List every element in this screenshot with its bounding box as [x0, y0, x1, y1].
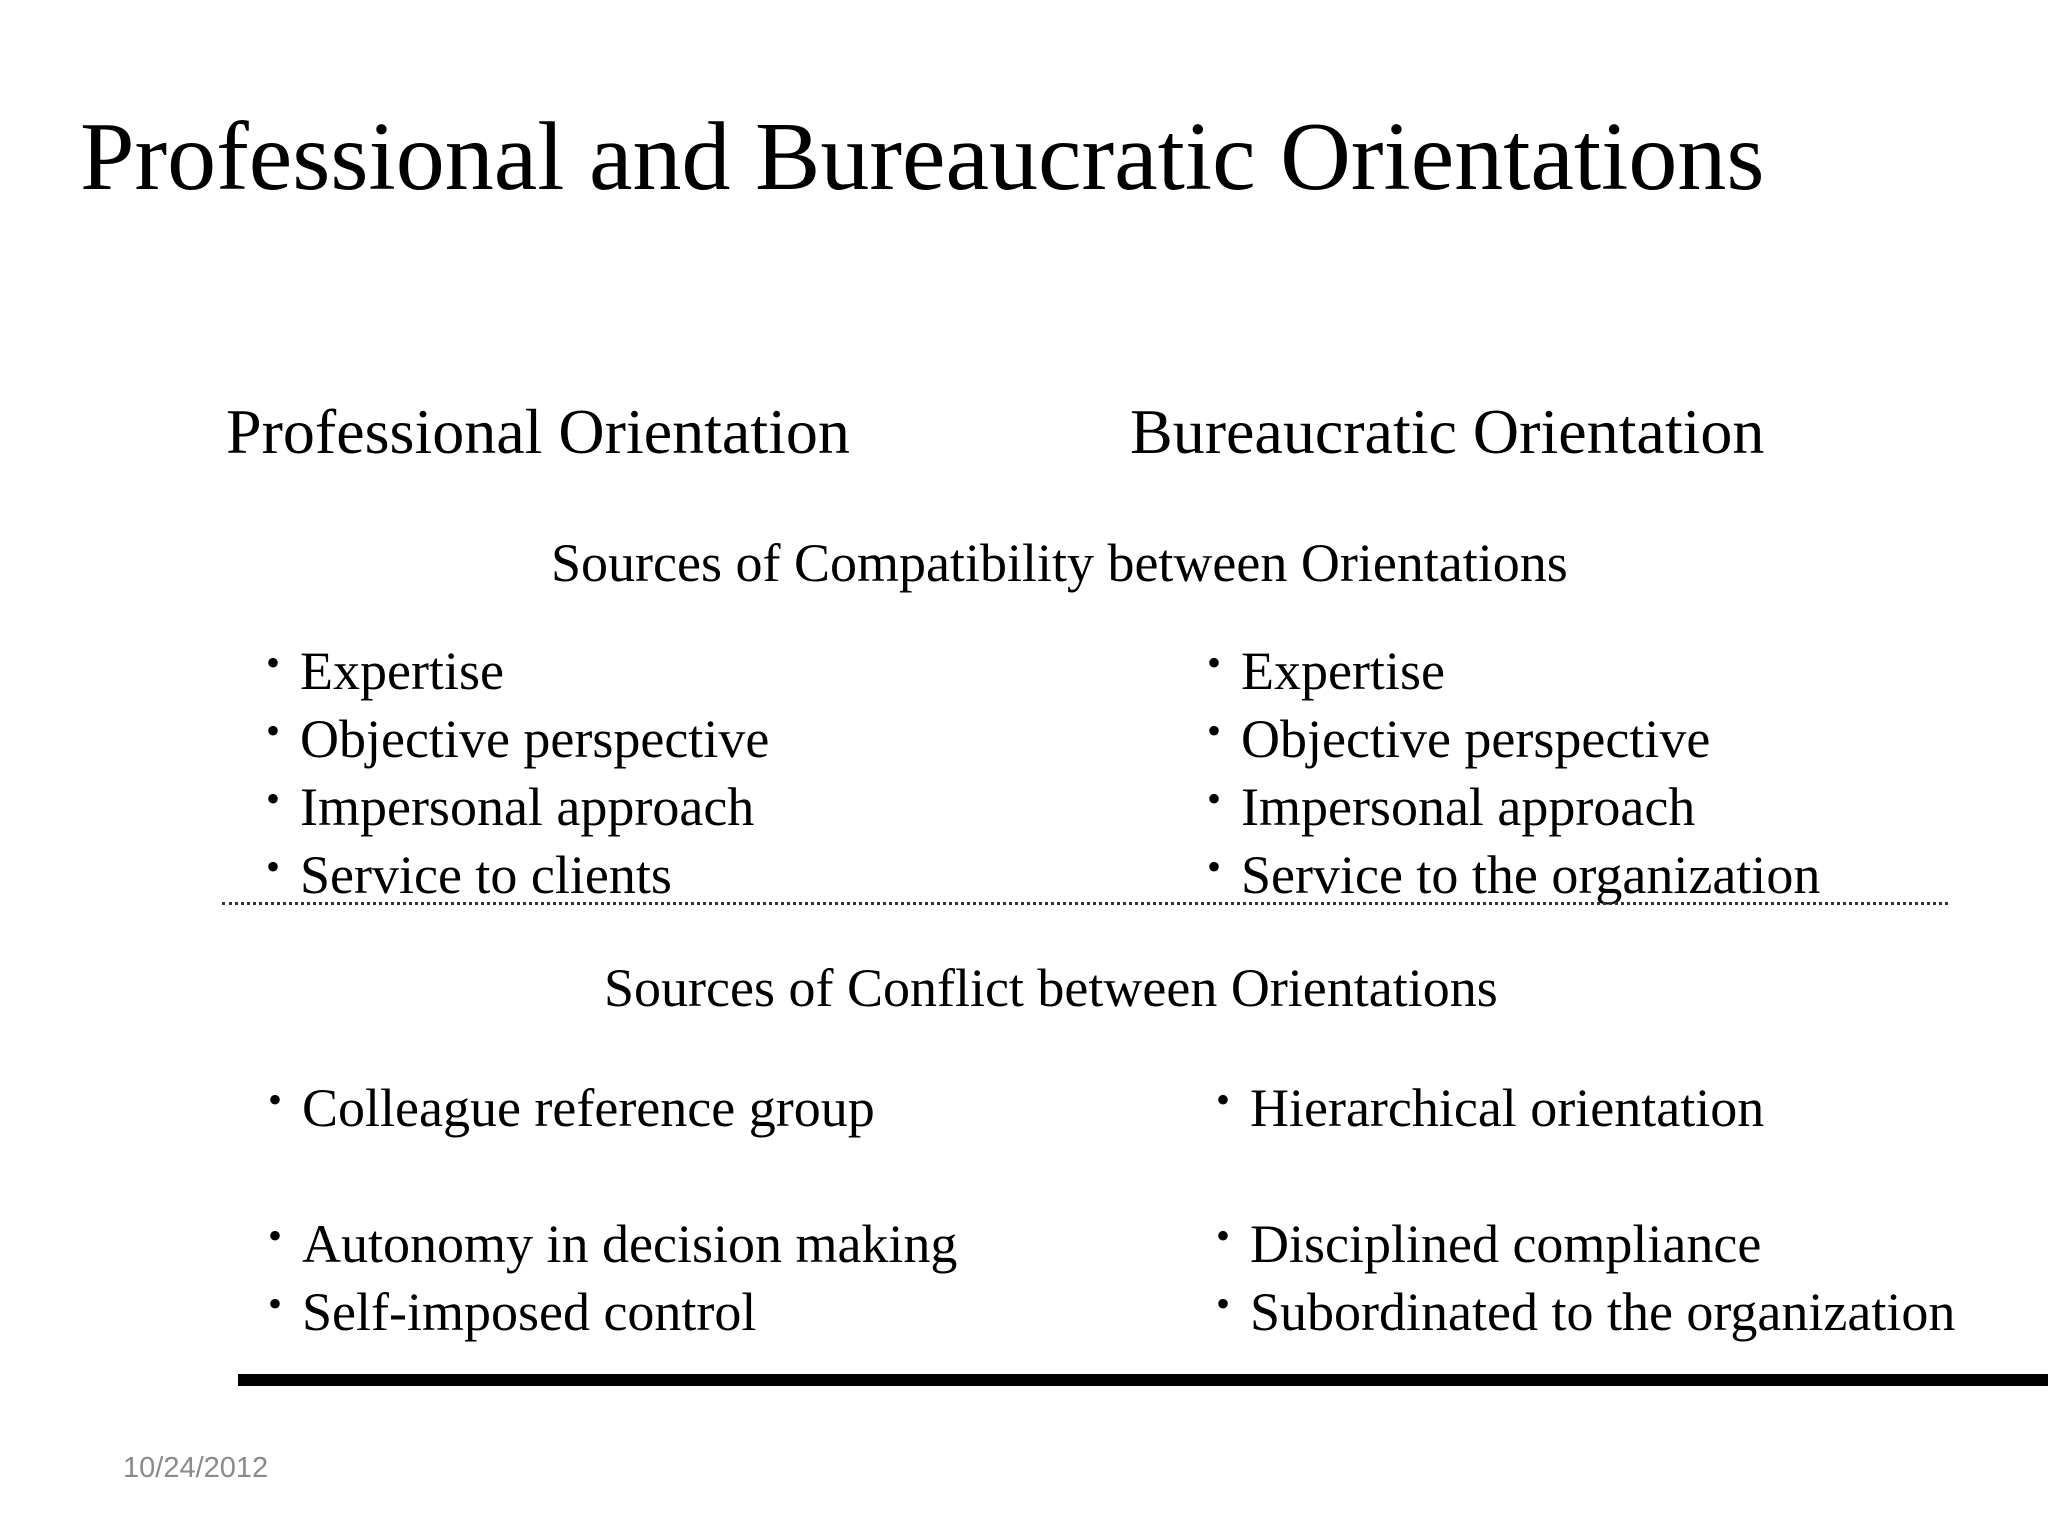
- conflict-professional-item: • Autonomy in decision making: [268, 1210, 957, 1278]
- conflict-bureaucratic-item: • Disciplined compliance: [1216, 1210, 1761, 1278]
- slide-title: Professional and Bureaucratic Orientations: [80, 103, 1765, 211]
- compatibility-heading: Sources of Compatibility between Orientations: [551, 533, 1568, 593]
- bottom-rule: [238, 1374, 2048, 1386]
- list-item: • Impersonal approach: [266, 773, 769, 841]
- compatibility-professional-list: [266, 637, 769, 909]
- list-item: • Impersonal approach: [1207, 773, 1820, 841]
- conflict-professional-item: • Self-imposed control: [268, 1278, 756, 1346]
- list-item: • Objective perspective: [1207, 705, 1820, 773]
- compatibility-bureaucratic-list: [1207, 637, 1820, 909]
- list-item: • Expertise: [1207, 637, 1820, 705]
- bureaucratic-orientation-heading: Bureaucratic Orientation: [1130, 396, 1765, 467]
- conflict-professional-item: • Colleague reference group: [268, 1074, 875, 1142]
- list-item: • Service to clients: [266, 841, 769, 909]
- conflict-bureaucratic-item: • Subordinated to the organization: [1216, 1278, 1955, 1346]
- professional-orientation-heading: Professional Orientation: [226, 396, 850, 467]
- list-item: • Service to the organization: [1207, 841, 1820, 909]
- dotted-divider: [222, 902, 1948, 905]
- slide-date: 10/24/2012: [123, 1452, 269, 1484]
- list-item: • Objective perspective: [266, 705, 769, 773]
- conflict-bureaucratic-item: • Hierarchical orientation: [1216, 1074, 1764, 1142]
- list-item: • Expertise: [266, 637, 769, 705]
- conflict-heading: Sources of Conflict between Orientations: [604, 958, 1498, 1018]
